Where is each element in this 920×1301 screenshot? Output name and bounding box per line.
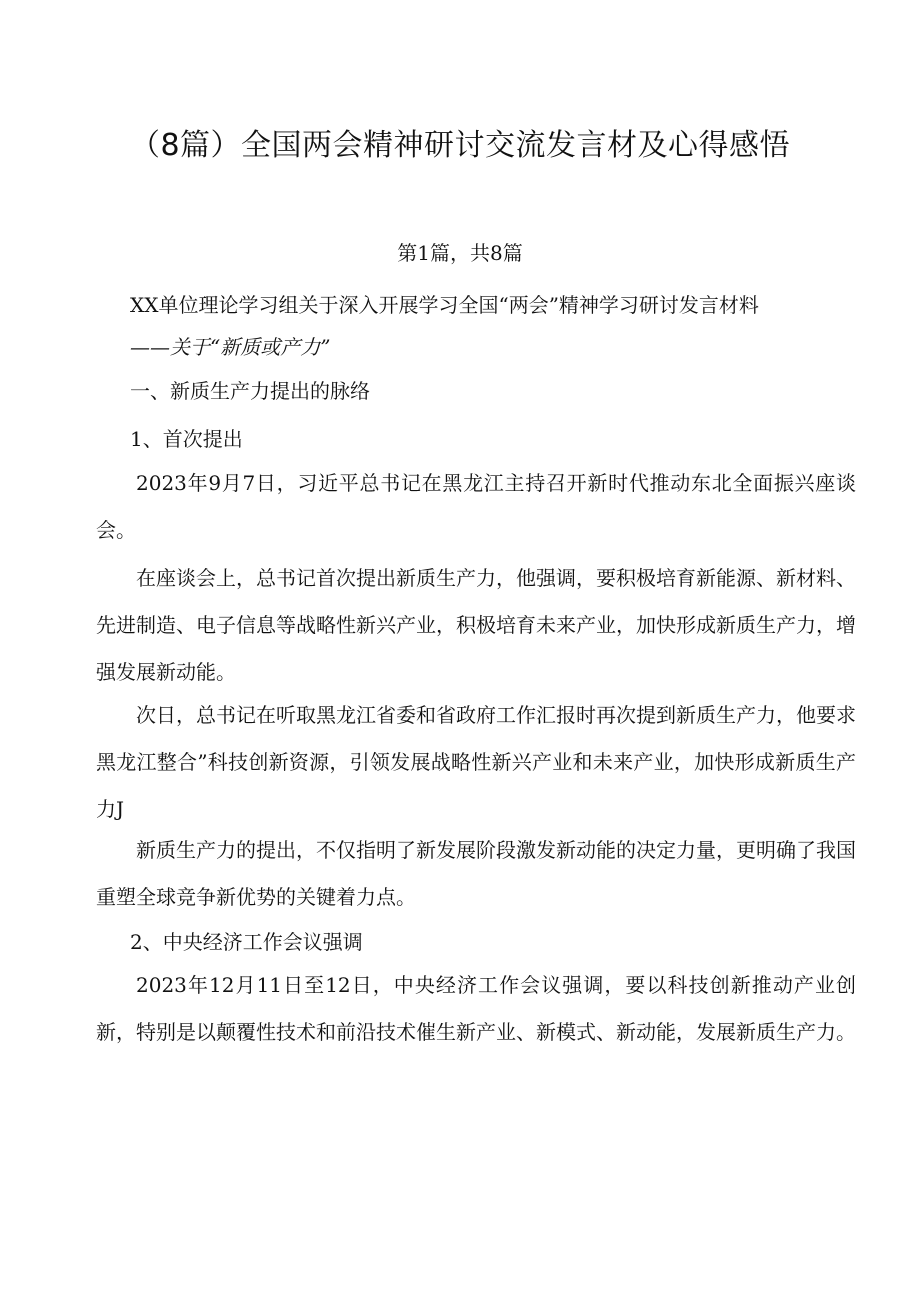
paragraph-3: 次日，总书记在听取黑龙江省委和省政府工作汇报时再次提到新质生产力，他要求黑龙江整合”科技创新资源，引领发展战略性新兴产业和未来产业，加快形成新质生产力J (96, 703, 856, 821)
document-subtitle: ——关于“新质或产力” (130, 335, 331, 359)
paragraph-5: 2023年12月11日至12日，中央经济工作会议强调，要以科技创新推动产业创新，特别是以颠覆性技术和前沿技术催生新产业、新模式、新动能，发展新质生产力。 (96, 973, 856, 1044)
paragraph-1: 2023年9月7日，习近平总书记在黑龙江主持召开新时代推动东北全面振兴座谈会。 (96, 471, 856, 542)
section-heading-1: 一、新质生产力提出的脉络 (130, 379, 370, 403)
chapter-indicator: 第1篇，共8篇 (397, 241, 523, 265)
page-title: （8篇）全国两会精神研讨交流发言材及心得感悟 (129, 128, 791, 163)
paragraph-4: 新质生产力的提出，不仅指明了新发展阶段激发新动能的决定力量，更明确了我国重塑全球竞争新优势的关键着力点。 (96, 838, 856, 909)
subsection-heading-2: 2、中央经济工作会议强调 (130, 930, 363, 954)
document-heading: XX单位理论学习组关于深入开展学习全国“两会”精神学习研讨发言材料 (130, 293, 759, 317)
subsection-heading-1: 1、首次提出 (130, 427, 243, 451)
paragraph-2: 在座谈会上，总书记首次提出新质生产力，他强调，要积极培育新能源、新材料、先进制造、电子信息等战略性新兴产业，积极培育未来产业，加快形成新质生产力，增强发展新动能。 (96, 566, 856, 684)
